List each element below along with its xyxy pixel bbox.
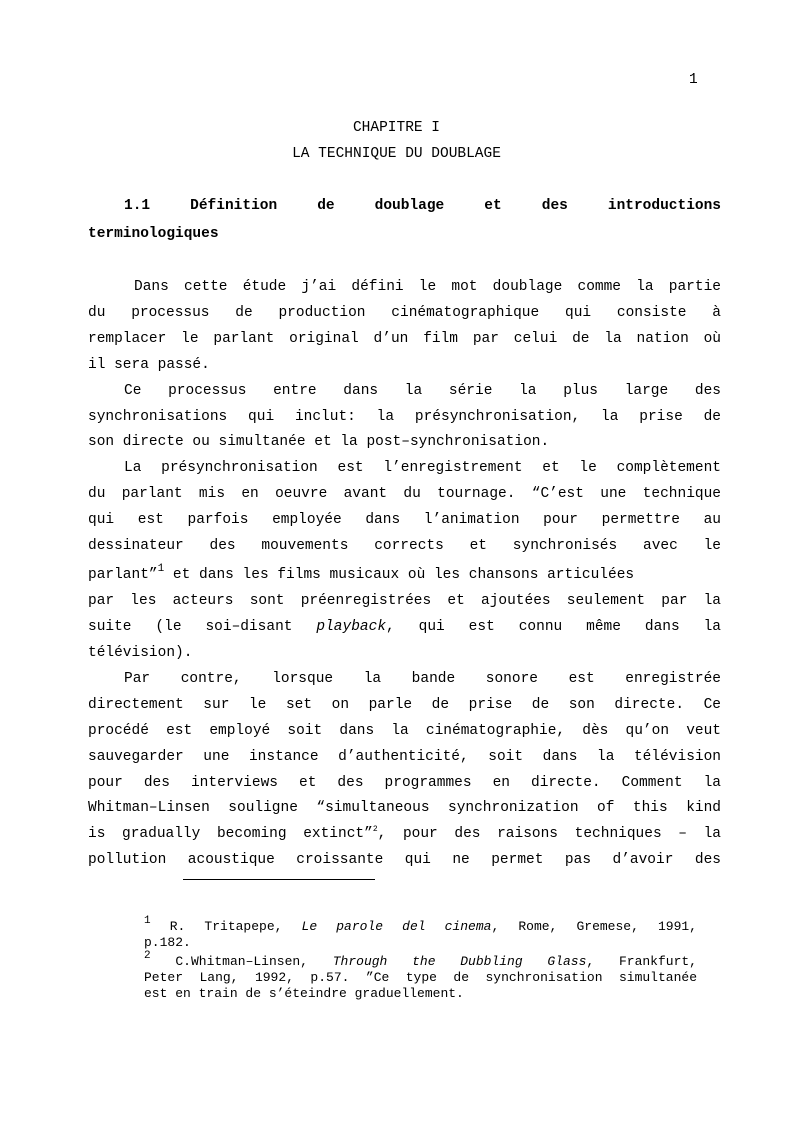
footnote-2-line-3: est en train de s’éteindre graduellement. [144, 986, 464, 1001]
paragraph-3-line: par les acteurs sont préenregistrées et ajoutées seulement par la [88, 593, 721, 609]
chapter-title: LA TECHNIQUE DU DOUBLAGE [292, 146, 501, 162]
paragraph-4-line: pollution acoustique croissante qui ne permet pas d’avoir des [88, 852, 721, 868]
section-heading-line-1 [124, 198, 721, 214]
paragraph-4-line: pour des interviews et des programmes en directe. Comment la [88, 775, 721, 791]
paragraph-4-line: directement sur le set on parle de prise de son directe. Ce [88, 697, 721, 713]
paragraph-4-line: is gradually becoming extinct”$^2$, pour des raisons techniques – la [88, 825, 721, 842]
footnote-2: $^2$ C.Whitman–Linsen, Through the Dubbling Glass, Frankfurt, [144, 950, 697, 969]
paragraph-2-line: Ce processus entre dans la série la plus large des [124, 383, 721, 399]
footnote-ref-1: 1 [157, 563, 165, 575]
chapter-label: CHAPITRE I [352, 120, 440, 136]
footnote-ref-2: 2 [372, 825, 378, 834]
section-title-part-1: Définition de doublage et des introductions [190, 198, 721, 214]
footnote-1: $^1$ R. Tritapepe, Le parole del cinema, Rome, Gremese, 1991, [144, 915, 697, 934]
paragraph-1-line: Dans cette étude j’ai défini le mot doublage comme la partie [134, 279, 721, 295]
paragraph-1-line: remplacer le parlant original d’un film par celui de la nation où [88, 331, 721, 347]
paragraph-3-line: qui est parfois employée dans l’animation pour permettre au [88, 512, 721, 528]
paragraph-2-line: synchronisations qui inclut: la présynchronisation, la prise de [88, 409, 721, 425]
paragraph-4-line: sauvegarder une instance d’authenticité, soit dans la télévision [88, 749, 721, 765]
section-heading-line-2: terminologiques [88, 226, 219, 242]
footnote-2-line-2: Peter Lang, 1992, p.57. ”Ce type de synchronisation simultanée [144, 970, 697, 985]
footnote-1-line-2: p.182. [144, 935, 191, 950]
paragraph-1-line: il sera passé. [88, 357, 210, 373]
paragraph-3-line: parlant”$^1$ et dans les films musicaux où les chansons articulées [88, 563, 635, 583]
footnote-separator [183, 879, 375, 880]
page-number: 1 [689, 72, 698, 88]
footnote-number: 2 [144, 950, 151, 962]
paragraph-3-line: La présynchronisation est l’enregistrement et le complètement [124, 460, 721, 476]
footnote-number: 1 [144, 915, 151, 927]
paragraph-4-line: Par contre, lorsque la bande sonore est enregistrée [124, 671, 721, 687]
paragraph-3-line: du parlant mis en oeuvre avant du tournage. “C’est une technique [88, 486, 721, 502]
paragraph-3-line: suite (le soi–disant playback, qui est connu même dans la [88, 619, 722, 635]
paragraph-3-line: télévision). [88, 645, 193, 661]
paragraph-1-line: du processus de production cinématographique qui consiste à [88, 305, 721, 321]
paragraph-4-line: Whitman–Linsen souligne “simultaneous synchronization of this kind [88, 800, 721, 816]
paragraph-2-line: son directe ou simultanée et la post–synchronisation. [88, 434, 550, 450]
paragraph-4-line: procédé est employé soit dans la cinématographie, dès qu’on veut [88, 723, 721, 739]
section-number: 1.1 [124, 198, 151, 214]
paragraph-3-line: dessinateur des mouvements corrects et synchronisés avec le [88, 538, 721, 554]
